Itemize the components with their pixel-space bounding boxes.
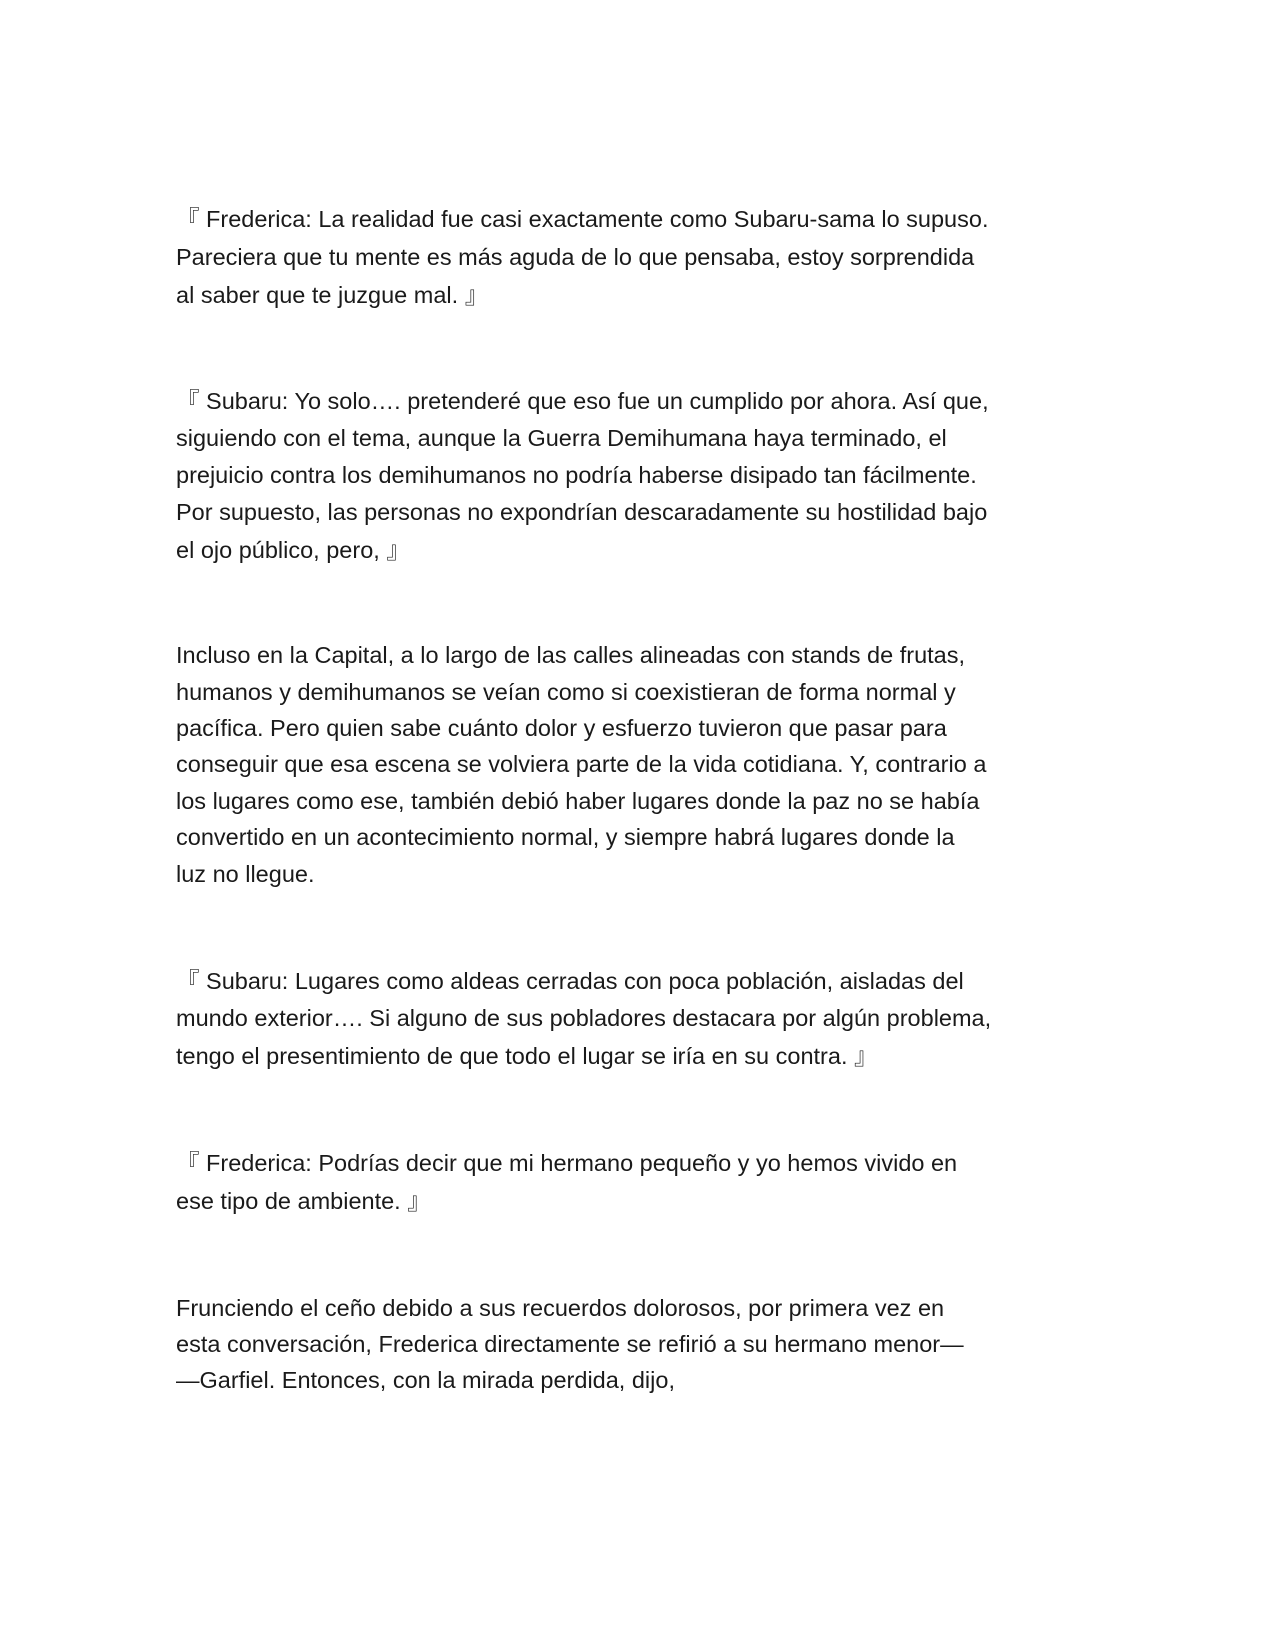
paragraph-4-line-3: tengo el presentimiento de que todo el lugar se iría en su contra. 』 bbox=[176, 1043, 878, 1069]
paragraph-3-line-7: luz no llegue. bbox=[176, 861, 315, 887]
paragraph-3-line-5: los lugares como ese, también debió haber lugares donde la paz no se había bbox=[176, 788, 980, 814]
paragraph-2-line-3: prejuicio contra los demihumanos no podría haberse disipado tan fácilmente. bbox=[176, 462, 977, 488]
paragraph-2-line-5: el ojo público, pero, 』 bbox=[176, 537, 410, 563]
paragraph-3-line-4: conseguir que esa escena se volviera parte de la vida cotidiana. Y, contrario a bbox=[176, 751, 987, 777]
paragraph-6-line-3: —Garfiel. Entonces, con la mirada perdida, dijo, bbox=[176, 1367, 675, 1393]
paragraph-1-line-3: al saber que te juzgue mal. 』 bbox=[176, 282, 489, 308]
paragraph-4-line-1: 『 Subaru: Lugares como aldeas cerradas con poca población, aisladas del bbox=[176, 968, 964, 994]
paragraph-2-line-4: Por supuesto, las personas no expondrían descaradamente su hostilidad bajo bbox=[176, 499, 988, 525]
paragraph-5-line-1: 『 Frederica: Podrías decir que mi hermano pequeño y yo hemos vivido en bbox=[176, 1150, 958, 1176]
paragraph-3-line-1: Incluso en la Capital, a lo largo de las calles alineadas con stands de frutas, bbox=[176, 642, 966, 668]
paragraph-1-line-1: 『 Frederica: La realidad fue casi exactamente como Subaru-sama lo supuso. bbox=[176, 206, 989, 232]
paragraph-1-line-2: Pareciera que tu mente es más aguda de lo que pensaba, estoy sorprendida bbox=[176, 244, 975, 270]
paragraph-4-line-2: mundo exterior…. Si alguno de sus pobladores destacara por algún problema, bbox=[176, 1005, 992, 1031]
paragraph-3-line-2: humanos y demihumanos se veían como si coexistieran de forma normal y bbox=[176, 679, 956, 705]
paragraph-5-line-2: ese tipo de ambiente. 』 bbox=[176, 1188, 431, 1214]
paragraph-2-line-2: siguiendo con el tema, aunque la Guerra Demihumana haya terminado, el bbox=[176, 425, 947, 451]
paragraph-2-line-1: 『 Subaru: Yo solo…. pretenderé que eso fue un cumplido por ahora. Así que, bbox=[176, 388, 989, 414]
paragraph-6-line-1: Frunciendo el ceño debido a sus recuerdos dolorosos, por primera vez en bbox=[176, 1295, 945, 1321]
paragraph-3-line-6: convertido en un acontecimiento normal, y siempre habrá lugares donde la bbox=[176, 824, 955, 850]
paragraph-3-line-3: pacífica. Pero quien sabe cuánto dolor y esfuerzo tuvieron que pasar para bbox=[176, 715, 947, 741]
paragraph-6-line-2: esta conversación, Frederica directamente se refirió a su hermano menor— bbox=[176, 1331, 964, 1357]
